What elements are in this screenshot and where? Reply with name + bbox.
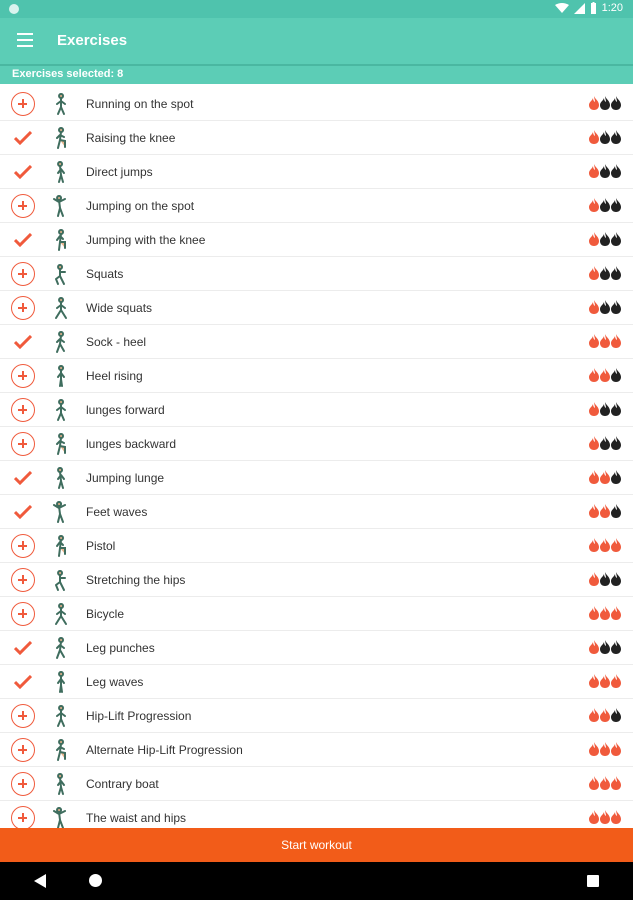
- flame-icon: [611, 504, 621, 518]
- system-nav-bar: [0, 862, 633, 900]
- page-title: Exercises: [57, 32, 128, 49]
- start-workout-button[interactable]: Start workout: [0, 828, 633, 862]
- exercise-name: Running on the spot: [86, 97, 194, 111]
- selection-count: Exercises selected: 8: [12, 68, 124, 80]
- flame-icon: [600, 266, 610, 280]
- flame-icon: [589, 504, 599, 518]
- list-item[interactable]: [0, 495, 633, 529]
- difficulty-rating: [589, 96, 621, 110]
- exercise-figure-icon: [48, 262, 74, 286]
- flame-icon: [589, 436, 599, 450]
- flame-icon: [611, 538, 621, 552]
- exercise-figure-icon: [48, 772, 74, 796]
- flame-icon: [589, 742, 599, 756]
- clock: 1:20: [601, 2, 623, 14]
- flame-icon: [611, 708, 621, 722]
- difficulty-rating: [589, 300, 621, 314]
- flame-icon: [600, 606, 610, 620]
- difficulty-rating: [589, 130, 621, 144]
- add-circle-icon[interactable]: [11, 296, 35, 320]
- exercise-figure-icon: [48, 806, 74, 828]
- list-item[interactable]: [0, 427, 633, 461]
- flame-icon: [611, 130, 621, 144]
- exercise-name: Bicycle: [86, 607, 125, 621]
- exercise-name: lunges forward: [86, 403, 165, 417]
- list-item[interactable]: [0, 325, 633, 359]
- selection-bar: [0, 64, 633, 84]
- exercise-list[interactable]: [0, 87, 633, 828]
- list-item[interactable]: [0, 291, 633, 325]
- list-item[interactable]: [0, 665, 633, 699]
- flame-icon: [589, 300, 599, 314]
- exercise-name: Jumping with the knee: [86, 233, 206, 247]
- list-item[interactable]: [0, 393, 633, 427]
- exercise-name: Sock - heel: [86, 335, 147, 349]
- exercise-name: Direct jumps: [86, 165, 153, 179]
- flame-icon: [600, 232, 610, 246]
- flame-icon: [589, 334, 599, 348]
- add-circle-icon[interactable]: [11, 534, 35, 558]
- difficulty-rating: [589, 810, 621, 824]
- exercise-figure-icon: [48, 228, 74, 252]
- flame-icon: [611, 436, 621, 450]
- flame-icon: [611, 368, 621, 382]
- difficulty-rating: [589, 776, 621, 790]
- flame-icon: [600, 300, 610, 314]
- flame-icon: [589, 674, 599, 688]
- flame-icon: [589, 572, 599, 586]
- exercise-name: Stretching the hips: [86, 573, 186, 587]
- add-circle-icon[interactable]: [11, 364, 35, 388]
- flame-icon: [600, 810, 610, 824]
- exercise-name: Raising the knee: [86, 131, 176, 145]
- flame-icon: [611, 334, 621, 348]
- difficulty-rating: [589, 266, 621, 280]
- home-icon[interactable]: [89, 874, 102, 887]
- list-item[interactable]: [0, 257, 633, 291]
- exercise-name: Leg punches: [86, 641, 155, 655]
- exercise-name: Jumping lunge: [86, 471, 165, 485]
- difficulty-rating: [589, 232, 621, 246]
- add-circle-icon[interactable]: [11, 738, 35, 762]
- exercise-figure-icon: [48, 568, 74, 592]
- difficulty-rating: [589, 708, 621, 722]
- status-bar: [0, 0, 633, 18]
- difficulty-rating: [589, 368, 621, 382]
- exercise-figure-icon: [48, 160, 74, 184]
- exercise-figure-icon: [48, 466, 74, 490]
- add-circle-icon[interactable]: [11, 704, 35, 728]
- flame-icon: [589, 368, 599, 382]
- exercise-figure-icon: [48, 602, 74, 626]
- add-circle-icon[interactable]: [11, 806, 35, 828]
- difficulty-rating: [589, 674, 621, 688]
- check-icon[interactable]: [11, 636, 35, 660]
- exercise-figure-icon: [48, 704, 74, 728]
- flame-icon: [600, 198, 610, 212]
- difficulty-rating: [589, 470, 621, 484]
- check-icon[interactable]: [11, 670, 35, 694]
- flame-icon: [589, 470, 599, 484]
- exercise-name: Hip-Lift Progression: [86, 709, 192, 723]
- flame-icon: [611, 776, 621, 790]
- back-icon[interactable]: [34, 874, 46, 888]
- signal-icon: [574, 3, 585, 14]
- difficulty-rating: [589, 504, 621, 518]
- flame-icon: [589, 96, 599, 110]
- flame-icon: [611, 572, 621, 586]
- flame-icon: [589, 640, 599, 654]
- flame-icon: [589, 266, 599, 280]
- exercise-figure-icon: [48, 670, 74, 694]
- app-bar: [0, 18, 633, 64]
- flame-icon: [600, 538, 610, 552]
- check-icon[interactable]: [11, 500, 35, 524]
- check-icon[interactable]: [11, 228, 35, 252]
- battery-icon: [590, 2, 597, 14]
- flame-icon: [611, 810, 621, 824]
- difficulty-rating: [589, 742, 621, 756]
- check-icon[interactable]: [11, 466, 35, 490]
- list-item[interactable]: [0, 155, 633, 189]
- exercise-figure-icon: [48, 126, 74, 150]
- list-item[interactable]: [0, 597, 633, 631]
- flame-icon: [589, 198, 599, 212]
- exercise-figure-icon: [48, 432, 74, 456]
- list-item[interactable]: [0, 767, 633, 801]
- flame-icon: [611, 96, 621, 110]
- exercise-name: Jumping on the spot: [86, 199, 195, 213]
- flame-icon: [589, 130, 599, 144]
- flame-icon: [600, 742, 610, 756]
- flame-icon: [600, 164, 610, 178]
- list-item[interactable]: [0, 529, 633, 563]
- flame-icon: [600, 504, 610, 518]
- difficulty-rating: [589, 436, 621, 450]
- exercise-figure-icon: [48, 500, 74, 524]
- list-item[interactable]: [0, 359, 633, 393]
- exercise-name: The waist and hips: [86, 811, 187, 825]
- flame-icon: [600, 708, 610, 722]
- list-item[interactable]: [0, 121, 633, 155]
- exercise-figure-icon: [48, 636, 74, 660]
- flame-icon: [600, 674, 610, 688]
- add-circle-icon[interactable]: [11, 602, 35, 626]
- wifi-icon: [555, 3, 569, 14]
- add-circle-icon[interactable]: [11, 772, 35, 796]
- flame-icon: [589, 164, 599, 178]
- exercise-name: Feet waves: [86, 505, 148, 519]
- add-circle-icon[interactable]: [11, 194, 35, 218]
- list-item[interactable]: [0, 699, 633, 733]
- difficulty-rating: [589, 402, 621, 416]
- exercise-figure-icon: [48, 364, 74, 388]
- exercise-name: Alternate Hip-Lift Progression: [86, 743, 243, 757]
- notification-icon: [9, 4, 19, 14]
- flame-icon: [600, 640, 610, 654]
- difficulty-rating: [589, 334, 621, 348]
- add-circle-icon[interactable]: [11, 92, 35, 116]
- flame-icon: [600, 470, 610, 484]
- flame-icon: [600, 334, 610, 348]
- flame-icon: [611, 606, 621, 620]
- flame-icon: [611, 640, 621, 654]
- flame-icon: [611, 266, 621, 280]
- flame-icon: [589, 232, 599, 246]
- exercise-figure-icon: [48, 194, 74, 218]
- exercise-name: Squats: [86, 267, 124, 281]
- flame-icon: [600, 96, 610, 110]
- exercise-name: lunges backward: [86, 437, 177, 451]
- menu-icon[interactable]: [17, 33, 33, 47]
- exercise-figure-icon: [48, 534, 74, 558]
- check-icon[interactable]: [11, 160, 35, 184]
- add-circle-icon[interactable]: [11, 432, 35, 456]
- exercise-figure-icon: [48, 330, 74, 354]
- flame-icon: [611, 198, 621, 212]
- flame-icon: [589, 708, 599, 722]
- flame-icon: [611, 402, 621, 416]
- list-item[interactable]: [0, 631, 633, 665]
- flame-icon: [600, 402, 610, 416]
- exercise-name: Pistol: [86, 539, 116, 553]
- difficulty-rating: [589, 164, 621, 178]
- flame-icon: [611, 232, 621, 246]
- difficulty-rating: [589, 198, 621, 212]
- flame-icon: [600, 776, 610, 790]
- flame-icon: [611, 674, 621, 688]
- flame-icon: [600, 368, 610, 382]
- list-item[interactable]: [0, 189, 633, 223]
- flame-icon: [611, 300, 621, 314]
- add-circle-icon[interactable]: [11, 568, 35, 592]
- recents-icon[interactable]: [587, 875, 599, 887]
- flame-icon: [589, 402, 599, 416]
- exercise-figure-icon: [48, 398, 74, 422]
- exercise-name: Leg waves: [86, 675, 144, 689]
- flame-icon: [589, 810, 599, 824]
- flame-icon: [600, 572, 610, 586]
- flame-icon: [589, 606, 599, 620]
- status-right: [555, 2, 623, 14]
- list-item[interactable]: [0, 801, 633, 828]
- flame-icon: [589, 776, 599, 790]
- check-icon[interactable]: [11, 330, 35, 354]
- difficulty-rating: [589, 572, 621, 586]
- exercise-figure-icon: [48, 296, 74, 320]
- exercise-figure-icon: [48, 92, 74, 116]
- flame-icon: [611, 742, 621, 756]
- difficulty-rating: [589, 606, 621, 620]
- list-item[interactable]: [0, 733, 633, 767]
- exercise-name: Contrary boat: [86, 777, 159, 791]
- exercise-name: Wide squats: [86, 301, 153, 315]
- flame-icon: [611, 164, 621, 178]
- flame-icon: [611, 470, 621, 484]
- flame-icon: [589, 538, 599, 552]
- add-circle-icon[interactable]: [11, 262, 35, 286]
- check-icon[interactable]: [11, 126, 35, 150]
- list-item[interactable]: [0, 223, 633, 257]
- list-item[interactable]: [0, 87, 633, 121]
- add-circle-icon[interactable]: [11, 398, 35, 422]
- list-item[interactable]: [0, 563, 633, 597]
- flame-icon: [600, 130, 610, 144]
- exercise-name: Heel rising: [86, 369, 143, 383]
- exercise-figure-icon: [48, 738, 74, 762]
- difficulty-rating: [589, 640, 621, 654]
- list-item[interactable]: [0, 461, 633, 495]
- difficulty-rating: [589, 538, 621, 552]
- flame-icon: [600, 436, 610, 450]
